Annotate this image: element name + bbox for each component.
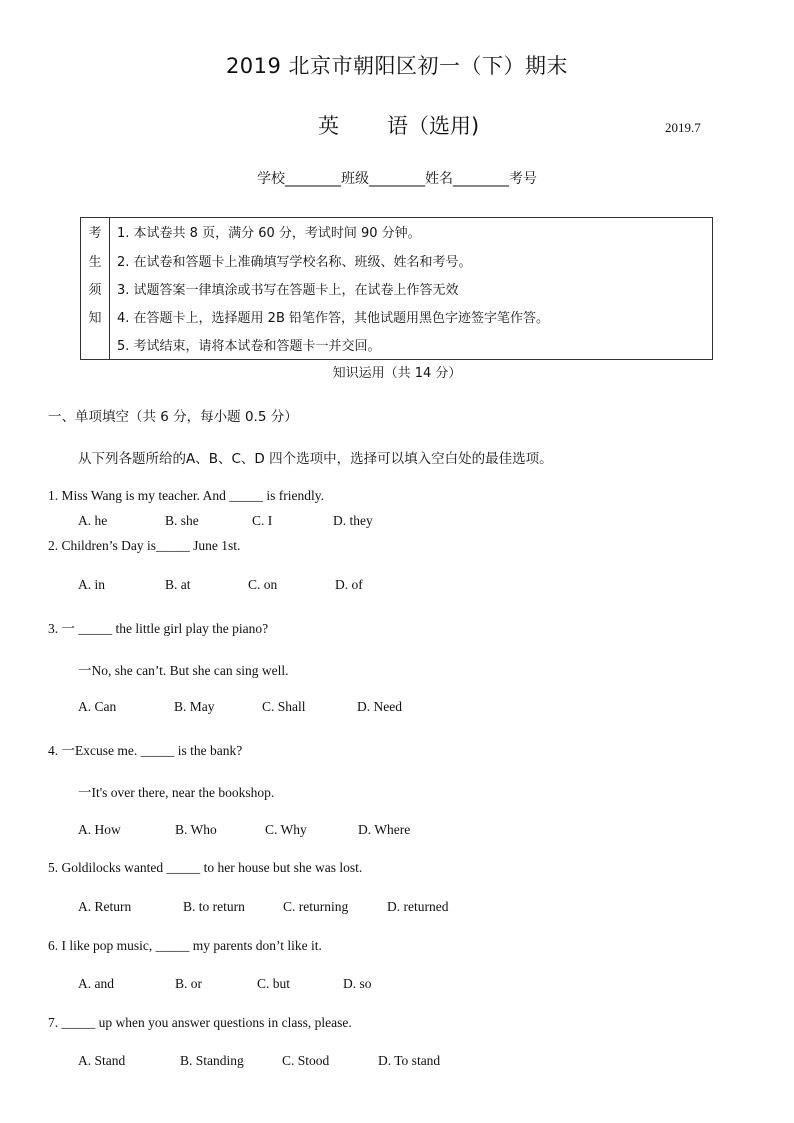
answer-option: D. so (343, 976, 372, 991)
answer-option: C. returning (283, 899, 349, 914)
answer-option: D. To stand (378, 1053, 441, 1068)
answer-option: A. he (78, 513, 108, 528)
question-stem: 4. 一Excuse me. _____ is the bank? (48, 743, 243, 758)
answer-option: B. Who (175, 822, 217, 837)
section-instruction: 从下列各题所给的A、B、C、D 四个选项中，选择可以填入空白处的最佳选项。 (78, 451, 553, 467)
subject-char-a: 英 (318, 114, 339, 138)
question-stem: 6. I like pop music, _____ my parents don’t like it. (48, 938, 322, 953)
answer-option: B. at (165, 577, 191, 592)
notice-rule: 2. 在试卷和答题卡上准确填写学校名称、班级、姓名和考号。 (117, 255, 472, 270)
answer-option: B. to return (183, 899, 245, 914)
answer-option: C. Why (265, 822, 307, 837)
notice-side-char: 考 (88, 226, 102, 241)
answer-option: A. and (78, 976, 114, 991)
exam-date: 2019.7 (665, 120, 701, 135)
answer-option: A. Can (78, 699, 117, 714)
answer-option: C. Shall (262, 699, 306, 714)
notice-rule: 3. 试题答案一律填涂或书写在答题卡上，在试卷上作答无效 (117, 283, 459, 298)
answer-option: C. on (248, 577, 278, 592)
question-stem: 7. _____ up when you answer questions in class, please. (48, 1015, 352, 1030)
answer-option: D. of (335, 577, 363, 592)
notice-side-char: 须 (88, 283, 102, 298)
question-stem: 3. 一 _____ the little girl play the piano? (48, 621, 269, 636)
answer-option: A. Return (78, 899, 132, 914)
exam-title: 2019 北京市朝阳区初一（下）期末 (225, 54, 569, 78)
question-stem: 2. Children’s Day is_____ June 1st. (48, 538, 241, 553)
question-reply: 一It's over there, near the bookshop. (78, 785, 275, 800)
notice-rule: 1. 本试卷共 8 页，满分 60 分，考试时间 90 分钟。 (117, 226, 421, 241)
answer-option: D. returned (387, 899, 449, 914)
answer-option: B. May (174, 699, 215, 714)
answer-option: C. Stood (282, 1053, 330, 1068)
answer-option: A. Stand (78, 1053, 126, 1068)
answer-option: A. in (78, 577, 105, 592)
question-reply: 一No, she can’t. But she can sing well. (78, 663, 289, 678)
section-title: 一、单项填空（共 6 分，每小题 0.5 分） (48, 409, 298, 425)
answer-option: B. or (175, 976, 202, 991)
answer-option: B. she (165, 513, 199, 528)
subject-char-b: 语（选用) (387, 114, 480, 138)
answer-option: C. but (257, 976, 291, 991)
answer-option: D. Where (358, 822, 411, 837)
answer-option: D. Need (357, 699, 402, 714)
part-title: 知识运用（共 14 分） (332, 366, 462, 381)
answer-option: A. How (78, 822, 121, 837)
answer-option: C. I (252, 513, 273, 528)
answer-option: D. they (333, 513, 373, 528)
student-info-line: 学校________班级________姓名________考号 (257, 171, 537, 187)
notice-rule: 5. 考试结束，请将本试卷和答题卡一并交回。 (117, 339, 381, 354)
question-stem: 1. Miss Wang is my teacher. And _____ is friendly. (48, 488, 325, 503)
notice-side-char: 知 (88, 311, 102, 326)
notice-divider (109, 218, 110, 359)
notice-box (80, 217, 713, 360)
answer-option: B. Standing (180, 1053, 244, 1068)
question-stem: 5. Goldilocks wanted _____ to her house but she was lost. (48, 860, 363, 875)
subject-heading (318, 110, 479, 140)
notice-side-char: 生 (88, 255, 102, 270)
notice-rule: 4. 在答题卡上，选择题用 2B 铅笔作答，其他试题用黑色字迹签字笔作答。 (117, 311, 549, 326)
